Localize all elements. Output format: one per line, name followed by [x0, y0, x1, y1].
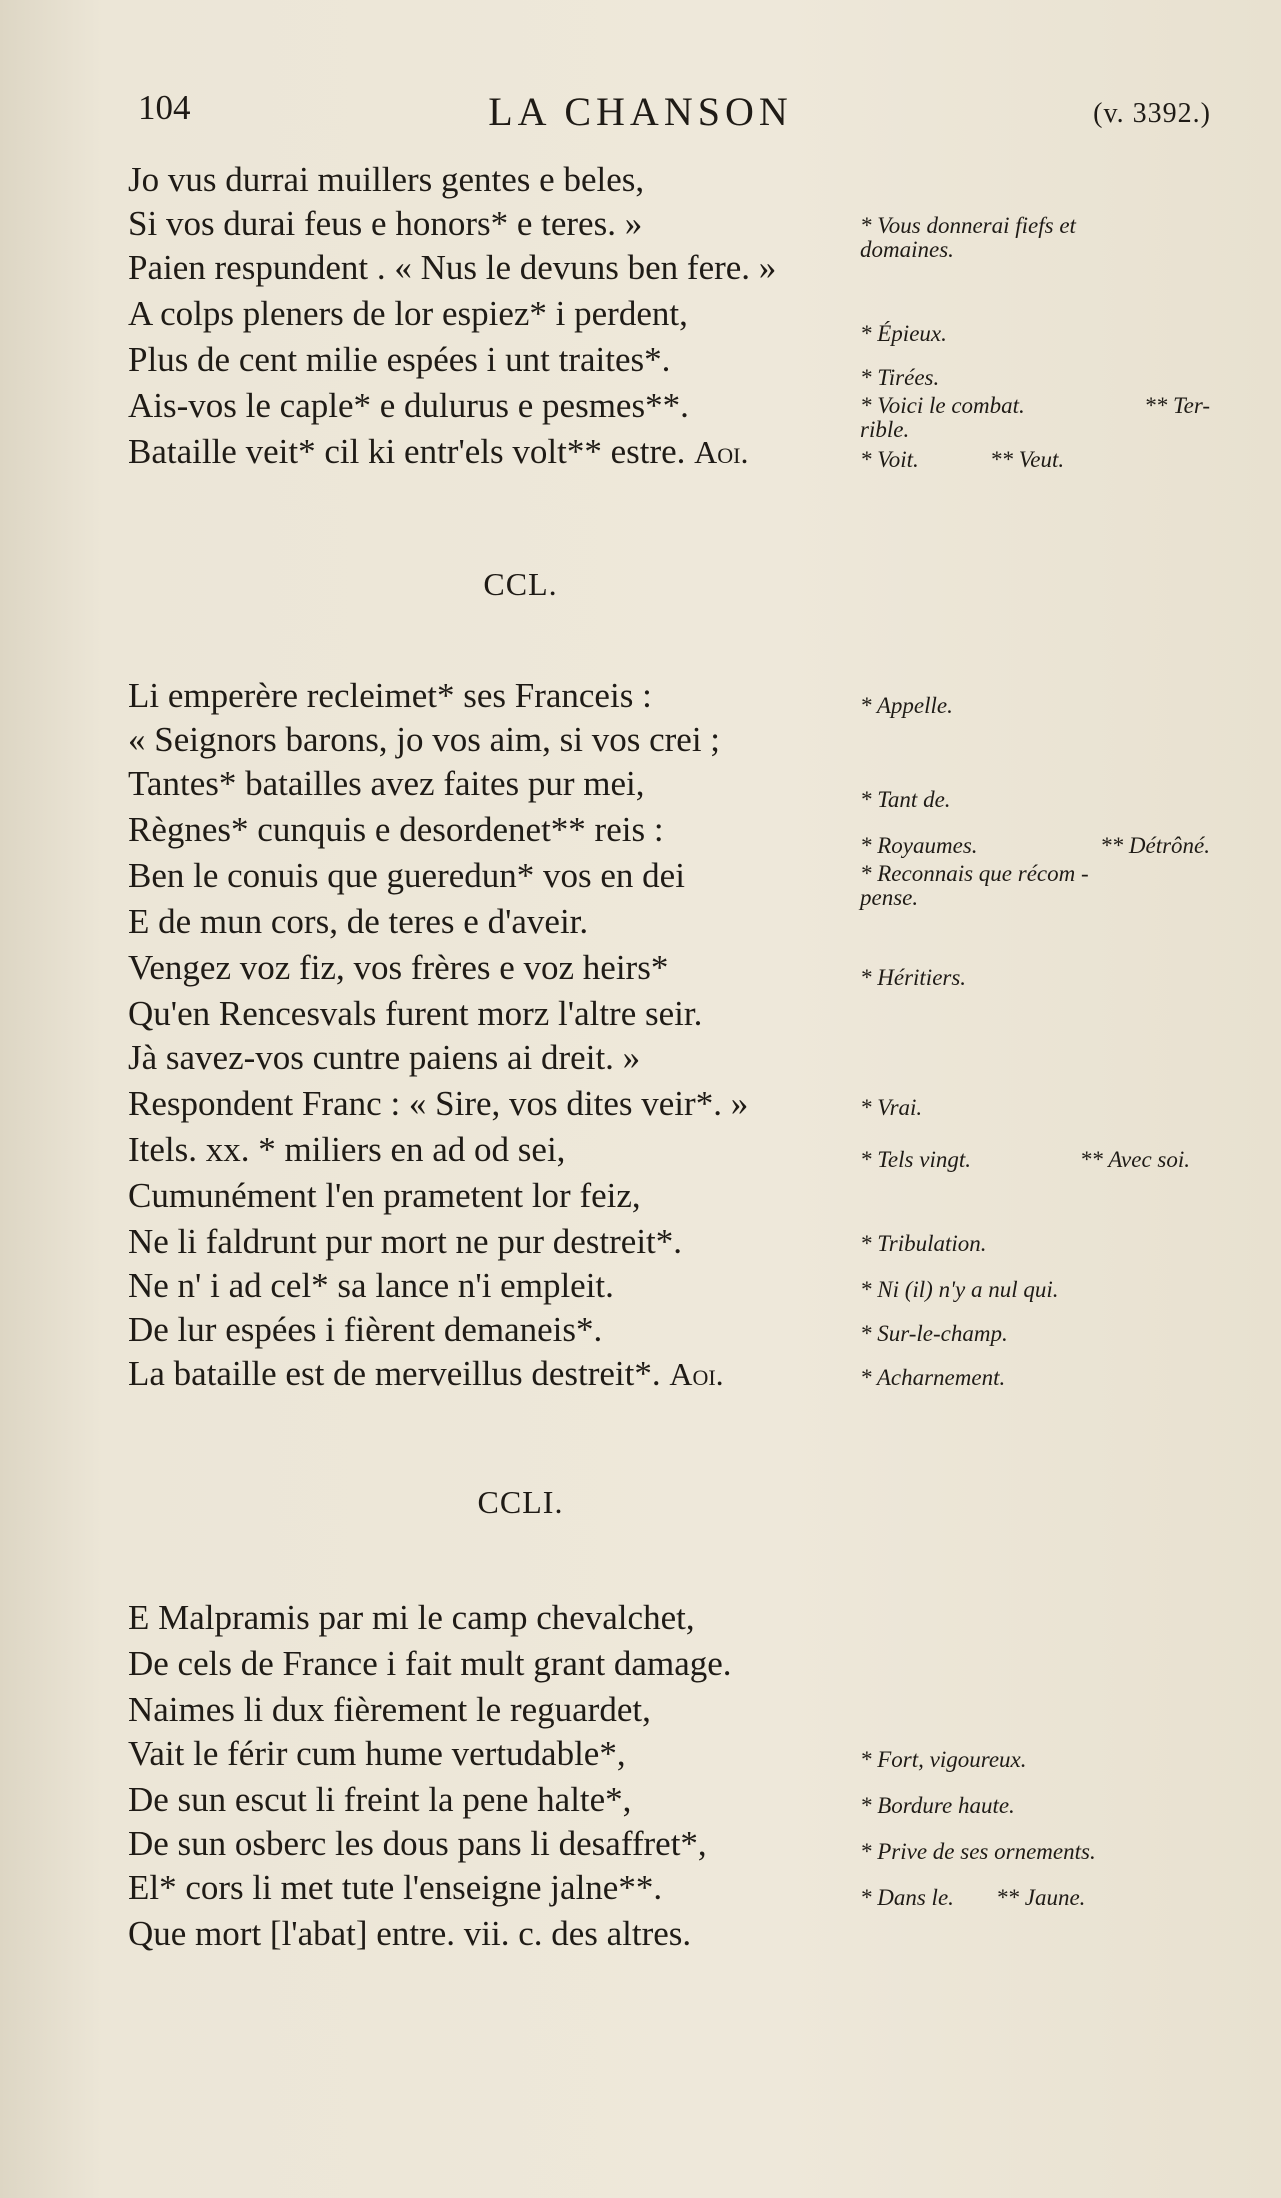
verse-line: Jo vus durrai muillers gentes e beles,: [128, 160, 645, 199]
verse-line: Ben le conuis que gueredun* vos en dei: [128, 856, 685, 895]
verse-line: Plus de cent milie espées i unt traites*.: [128, 340, 671, 379]
verse-line: Ne n' i ad cel* sa lance n'i empleit.: [128, 1266, 614, 1305]
verse-text: Bataille veit* cil ki entr'els volt** estre.: [128, 432, 686, 471]
verse-line: De cels de France i fait mult grant damage.: [128, 1644, 732, 1683]
verse-line: Cumunément l'en prametent lor feiz,: [128, 1176, 641, 1215]
verse-line: Itels. xx. * miliers en ad od sei,: [128, 1130, 566, 1169]
verse-line: Ais-vos le caple* e dulurus e pesmes**.: [128, 386, 689, 425]
verse-line: E de mun cors, de teres e d'aveir.: [128, 902, 589, 941]
page-number: 104: [138, 88, 191, 127]
aoi-refrain: Aoi.: [669, 1356, 724, 1392]
aoi-refrain: Aoi.: [694, 434, 749, 470]
verse-line: De lur espées i fièrent demaneis*.: [128, 1310, 603, 1349]
verse-line: Qu'en Rencesvals furent morz l'altre seir.: [128, 994, 703, 1033]
verse-line: De sun osberc les dous pans li desaffret*,: [128, 1824, 707, 1863]
verse-line: Tantes* batailles avez faites pur mei,: [128, 764, 645, 803]
verse-line: Règnes* cunquis e desordenet** reis :: [128, 810, 664, 849]
verse-line: De sun escut li freint la pene halte*,: [128, 1780, 632, 1819]
verse-line: Vait le férir cum hume vertudable*,: [128, 1734, 626, 1773]
verse-line: Ne li faldrunt pur mort ne pur destreit*.: [128, 1222, 683, 1261]
verse-line: Jà savez-vos cuntre paiens ai dreit. »: [128, 1038, 641, 1077]
running-title: LA CHANSON: [488, 89, 793, 134]
section-title: CCL.: [483, 566, 558, 602]
verse-line: Respondent Franc : « Sire, vos dites veir*. »: [128, 1084, 749, 1123]
verse-line: [128, 1354, 724, 1394]
verse-line: Naimes li dux fièrement le reguardet,: [128, 1690, 651, 1729]
verse-line: « Seignors barons, jo vos aim, si vos crei ;: [128, 720, 721, 759]
verse-line: Li emperère recleimet* ses Franceis :: [128, 676, 652, 715]
verse-line: Paien respundent . « Nus le devuns ben fere. »: [128, 248, 777, 287]
verse-line: [128, 432, 748, 472]
verse-line: E Malpramis par mi le camp chevalchet,: [128, 1598, 695, 1637]
verse-line: Que mort [l'abat] entre. vii. c. des altres.: [128, 1914, 692, 1953]
book-page: 104 LA CHANSON (v. 3392.) Jo vus durrai muillers gentes e beles, Si vos durai feus e honors* e teres. » Paien respundent . « Nus le devuns ben fere. » A colps pleners de lor espiez* i perdent, Plus de cent milie espées i unt traites*. Ais-vos le caple* e dulurus e pesmes**. Bataille veit* cil ki entr'els volt** estre. Aoi. * Vous donnerai fiefs et domaines. * Épieux. * Tirées. * Voici le combat. ** Ter- rible. * Voit. ** Veut. CCL. Li emperère recleimet* ses Franceis : « Seignors barons, jo vos aim, si vos crei ; Tantes* batailles avez faites pur mei, Règnes* cunquis e desordenet** reis : Ben le conuis que gueredun* vos en dei E de mun cors, de teres e d'aveir. Vengez voz fiz, vos frères e voz heirs* Qu'en Rencesvals furent morz l'altre seir. Jà savez-vos cuntre paiens ai dreit. » Respondent Franc : « Sire, vos dites veir*. » Itels. xx. * miliers en ad od sei, Cumunément l'en prametent lor feiz, Ne li faldrunt pur mort ne pur destreit*. Ne n' i ad cel* sa lance n'i empleit. De lur espées i fièrent demaneis*. La bataille est de merveillus destreit*. Aoi. * Appelle. * Tant de. * Royaumes. ** Détrôné. * Reconnais que récom - pense. * Héritiers. * Vrai. * Tels vingt. ** Avec soi. * Tribulation. * Ni (il) n'y a nul qui. * Sur-le-champ. * Acharnement. CCLI. E Malpramis par mi le camp chevalchet, De cels de France i fait mult grant damage. Naimes li dux fièrement le reguardet, Vait le férir cum hume vertudable*, De sun escut li freint la pene halte*, De sun osberc les dous pans li desaffret*, El* cors li met tute l'enseigne jalne**. Que mort [l'abat] entre. vii. c. des altres. * Fort, vigoureux. * Bordure haute. * Prive de ses ornements. * Dans le. ** Jaune.: [0, 0, 1281, 2198]
verse-line: El* cors li met tute l'enseigne jalne**.: [128, 1868, 663, 1907]
verse-reference: (v. 3392.): [1093, 98, 1211, 129]
section-title: CCLI.: [477, 1484, 564, 1520]
verse-line: A colps pleners de lor espiez* i perdent,: [128, 294, 688, 333]
verse-line: Vengez voz fiz, vos frères e voz heirs*: [128, 948, 669, 987]
verse-line: Si vos durai feus e honors* e teres. »: [128, 204, 643, 243]
verse-text: La bataille est de merveillus destreit*.: [128, 1354, 661, 1393]
